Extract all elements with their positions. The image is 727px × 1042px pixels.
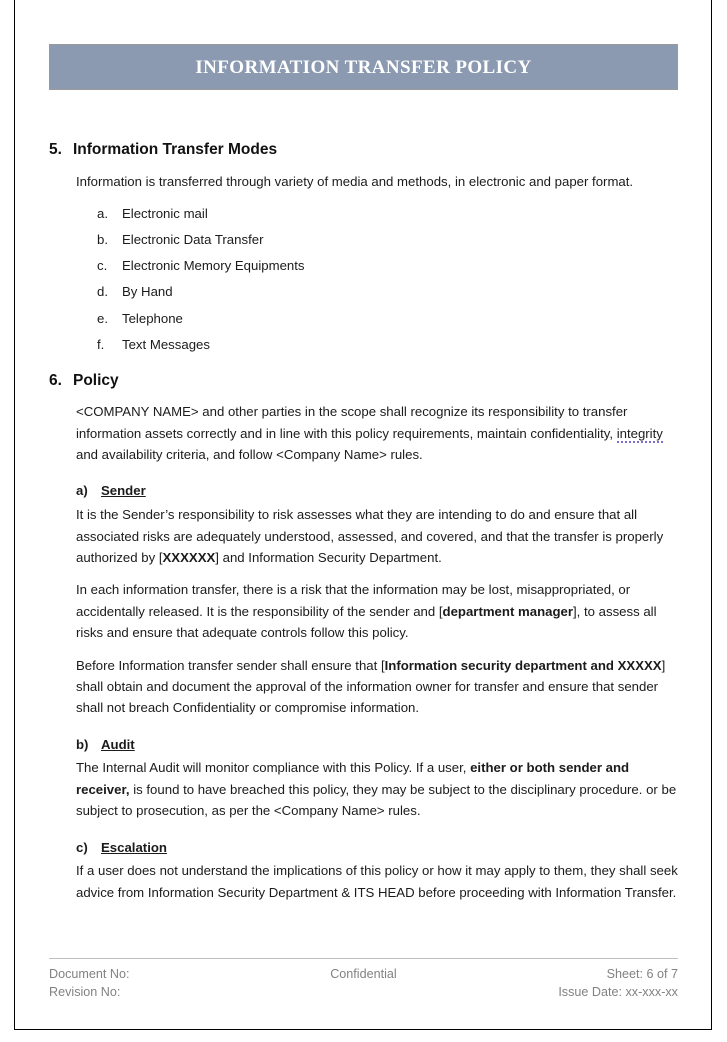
footer-sheet-number: Sheet: 6 of 7: [606, 967, 678, 981]
list-item-label: Electronic Data Transfer: [122, 231, 264, 247]
list-item-marker: c.: [97, 258, 108, 274]
body-text: ], to assess all risks and ensure that adequate controls follow this policy.: [76, 603, 657, 641]
subsection-heading-escalation: [49, 838, 678, 858]
document-title-banner: [49, 44, 678, 90]
section-number-5: 5.: [49, 141, 62, 158]
footer-row-2: [49, 984, 678, 1002]
subsection-marker: b): [76, 736, 89, 752]
subsection-paragraph: [49, 504, 678, 568]
section-title-5: Information Transfer Modes: [73, 141, 278, 158]
section-number-6: 6.: [49, 371, 62, 389]
list-item: [49, 285, 678, 298]
list-item: [49, 259, 678, 272]
body-text: The Internal Audit will monitor compliance with this Policy. If a user,: [76, 760, 471, 776]
grammar-flagged-word: integrity: [616, 425, 663, 441]
list-item-marker: b.: [97, 231, 108, 247]
list-item-label: By Hand: [122, 284, 173, 300]
body-text: It is the Sender’s responsibility to risk assesses what they are intending to do and ensure that all associated risks are adequately understood, assessed, and covered, and that the transfer is properly authorized by [: [76, 507, 664, 566]
subsection-label: Sender: [101, 483, 146, 499]
subsection-paragraph: [49, 860, 678, 903]
subsection-label: Escalation: [101, 839, 167, 855]
body-text: ] and Information Security Department.: [215, 550, 442, 566]
page-title: INFORMATION TRANSFER POLICY: [195, 56, 532, 78]
section-6-intro: [49, 401, 678, 465]
body-text: is found to have breached this policy, they may be subject to the disciplinary procedure. or be subject to prosecution, as per the <Company Name> rules.: [76, 781, 677, 819]
section-6-intro-part2: and availability criteria, and follow <Company Name> rules.: [76, 447, 423, 463]
list-item-marker: e.: [97, 310, 108, 326]
list-item: [49, 312, 678, 325]
document-page: [14, 0, 712, 1030]
list-item-marker: d.: [97, 284, 108, 300]
footer-confidential-label: Confidential: [330, 967, 397, 981]
list-item-marker: a.: [97, 205, 108, 221]
emphasis-text: either or both sender and receiver,: [76, 760, 630, 797]
subsection-marker: c): [76, 839, 88, 855]
body-text: Before Information transfer sender shall ensure that [: [76, 657, 385, 673]
list-item: [49, 207, 678, 220]
list-item: [49, 338, 678, 351]
body-text: ] shall obtain and document the approval of the information owner for transfer and ensure that sender shall not breach Confidentiality or compromise information.: [76, 657, 666, 716]
footer-divider: [49, 958, 678, 959]
section-heading-5: [49, 140, 678, 159]
section-title-6: Policy: [73, 371, 119, 389]
list-item-label: Telephone: [122, 310, 183, 326]
footer-revision-no: Revision No:: [49, 984, 121, 999]
subsection-marker: a): [76, 483, 88, 499]
subsection-paragraph: [49, 655, 678, 719]
footer-document-no: Document No:: [49, 967, 130, 981]
section-5-intro: Information is transferred through variety of media and methods, in electronic and paper format.: [76, 174, 634, 190]
body-text: If a user does not understand the implications of this policy or how it may apply to them, they shall seek advice from Information Security Department & ITS HEAD before proceeding with Information Transfer.: [76, 863, 678, 900]
subsection-heading-audit: [49, 735, 678, 755]
document-body: [49, 140, 678, 914]
footer-spacer: [259, 984, 469, 1002]
transfer-modes-list: [49, 207, 678, 351]
emphasis-text: department manager: [442, 603, 573, 619]
list-item-label: Electronic mail: [122, 205, 208, 221]
section-6-intro-part1: <COMPANY NAME> and other parties in the scope shall recognize its responsibility to transfer information assets correctly and in line with this policy requirements, maintain confidentiality,: [76, 404, 628, 441]
subsection-label: Audit: [101, 736, 135, 752]
subsection-paragraph: [49, 579, 678, 643]
list-item-label: Text Messages: [122, 336, 210, 352]
list-item: [49, 233, 678, 246]
emphasis-text: Information security department and XXXXX: [384, 657, 662, 673]
section-heading-6: [49, 371, 678, 390]
emphasis-text: XXXXXX: [162, 550, 216, 566]
list-item-label: Electronic Memory Equipments: [122, 258, 305, 274]
page-inner: [15, 0, 711, 1028]
subsection-heading-sender: [49, 481, 678, 501]
footer-issue-date: Issue Date: xx-xxx-xx: [558, 984, 678, 999]
list-item-marker: f.: [97, 336, 105, 352]
body-text: In each information transfer, there is a risk that the information may be lost, misappropriated, or accidentally released. It is the responsibility of the sender and [: [76, 582, 631, 619]
footer-row-1: [49, 966, 678, 984]
subsection-paragraph: [49, 757, 678, 821]
page-footer: [49, 958, 678, 1002]
policy-subsections: [49, 481, 678, 903]
